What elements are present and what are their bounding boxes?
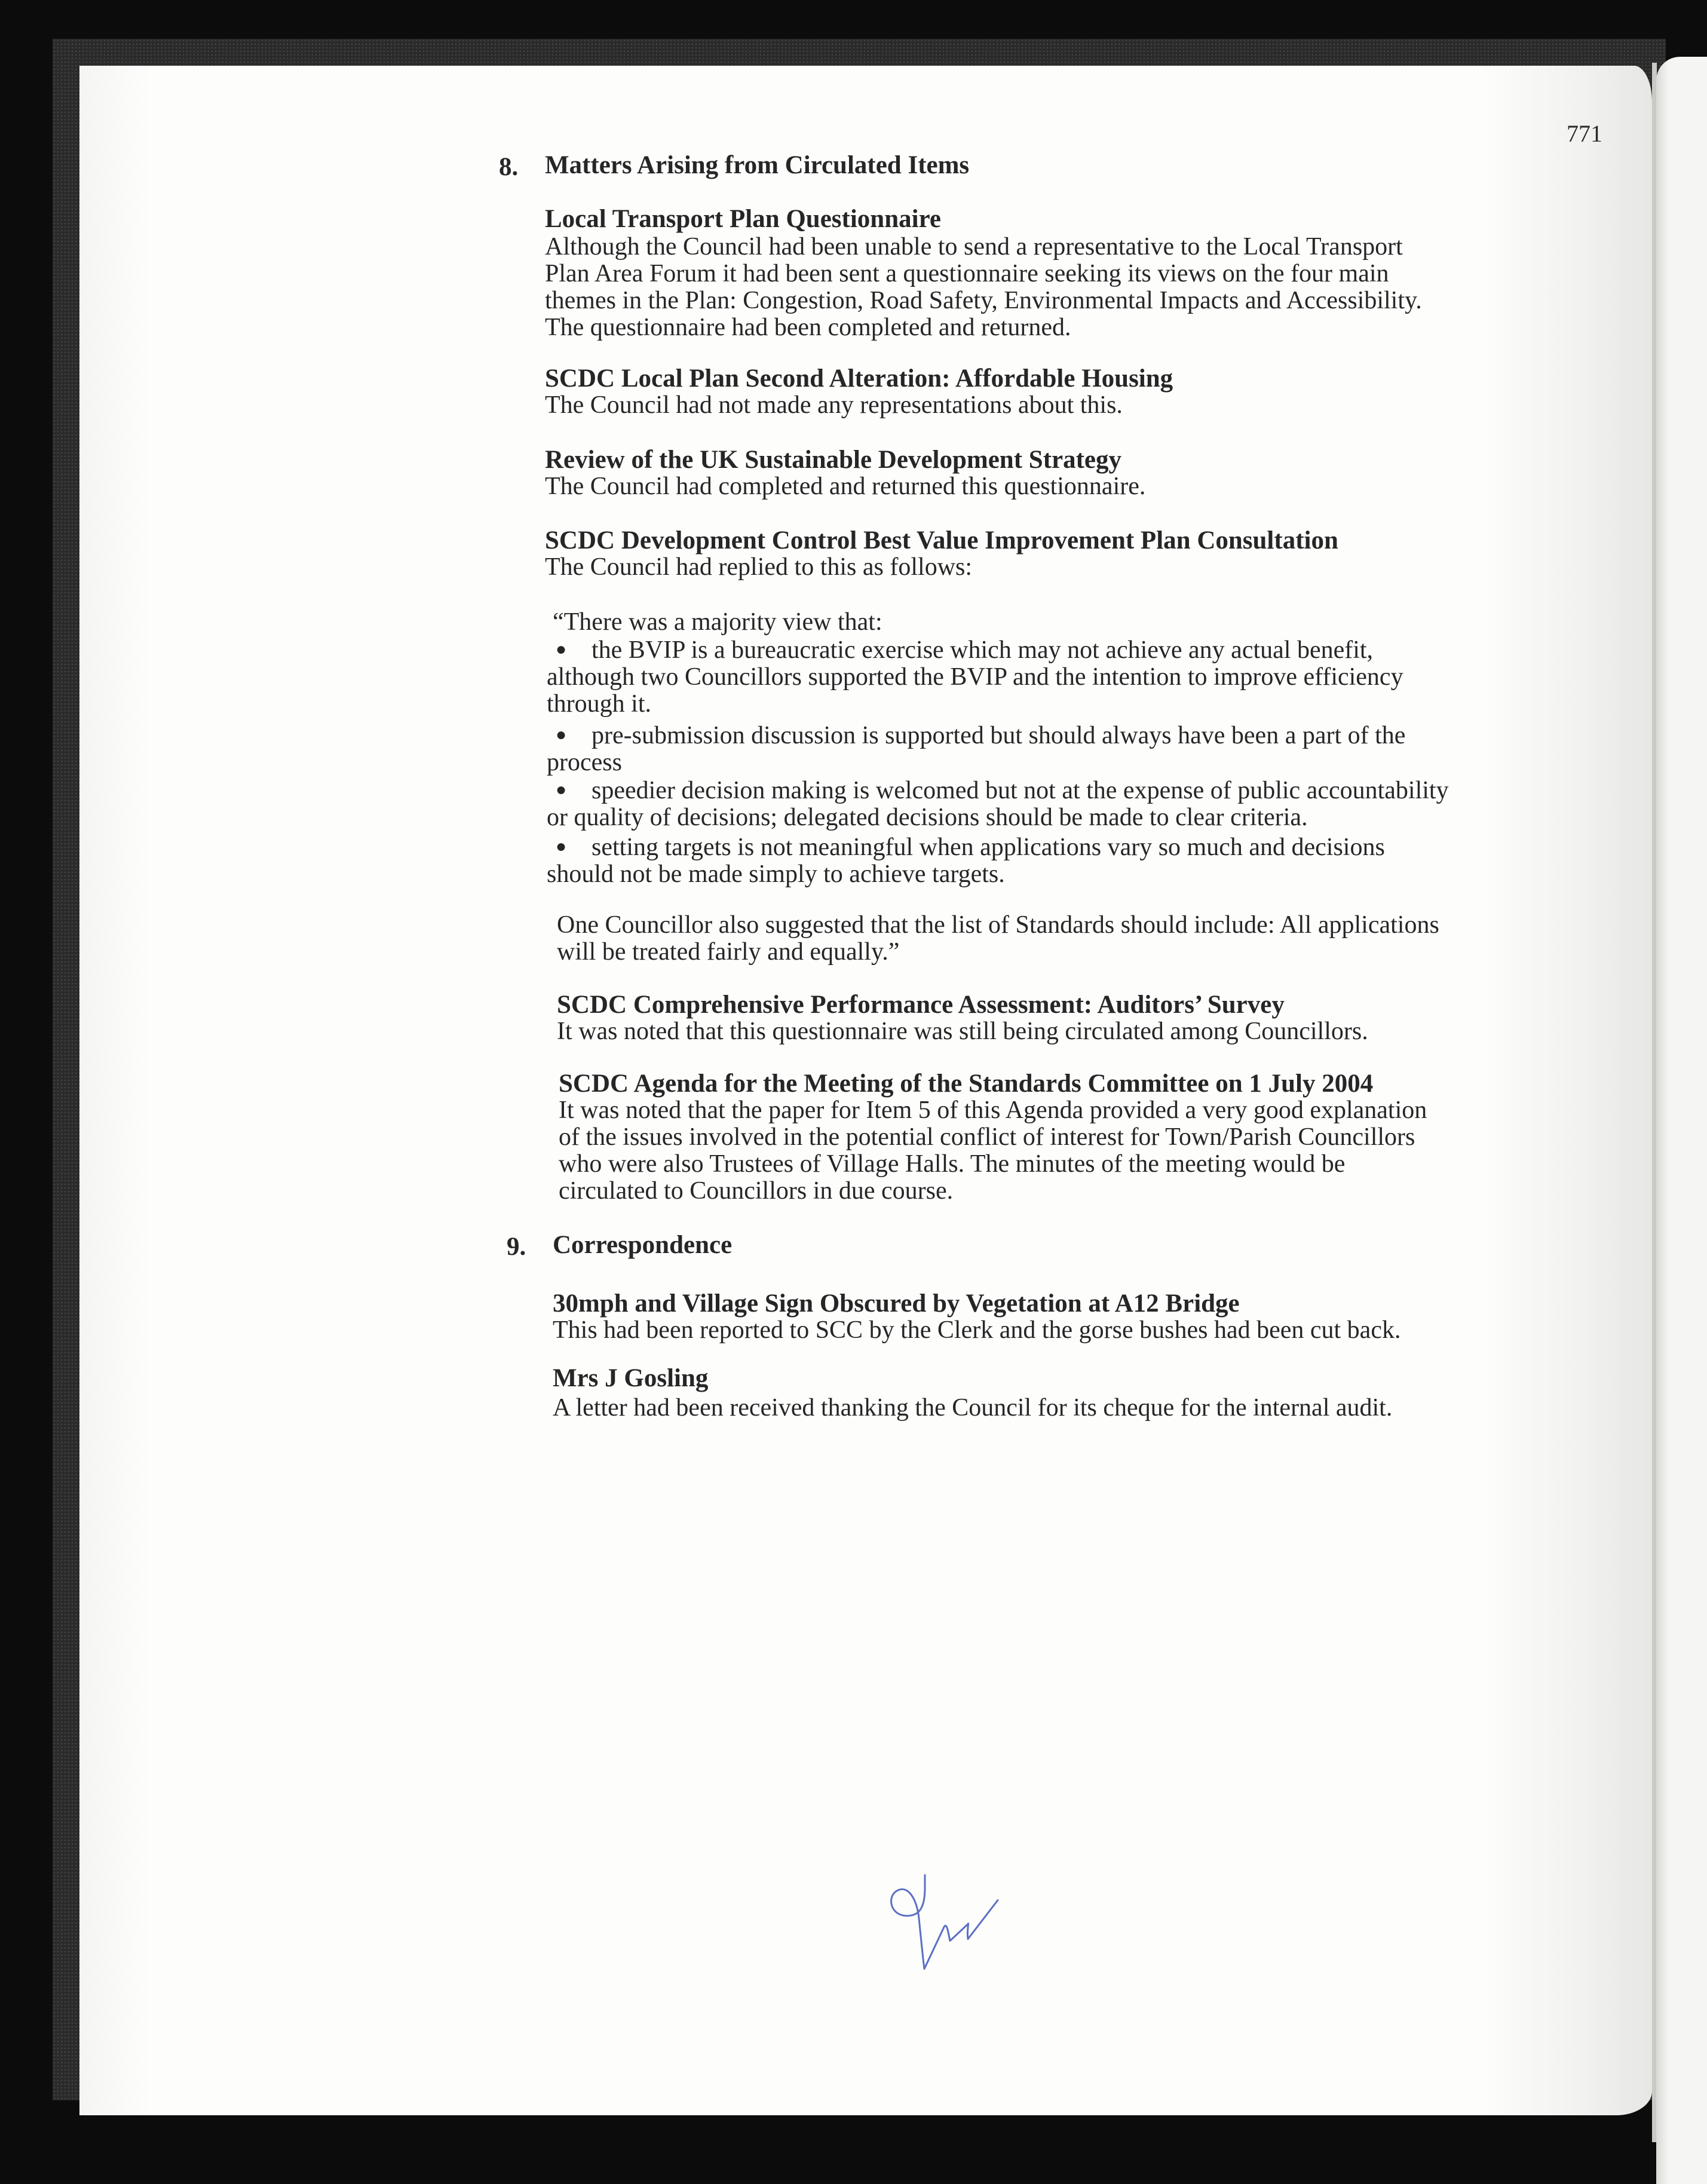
item-heading: SCDC Local Plan Second Alteration: Affordable Housing — [545, 364, 1173, 393]
bullet-icon: ● — [556, 639, 567, 659]
bullet-icon: ● — [556, 725, 567, 745]
bullet-line: setting targets is not meaningful when applications vary so much and decisions — [592, 834, 1385, 861]
bullet-icon: ● — [556, 837, 567, 856]
quote-intro: “There was a majority view that: — [553, 608, 882, 636]
section-number: 8. — [499, 153, 519, 181]
item-body-line: It was noted that this questionnaire was still being circulated among Councillors. — [557, 1018, 1368, 1045]
item-heading: SCDC Comprehensive Performance Assessment: Auditors’ Survey — [557, 991, 1285, 1019]
bullet-line: process — [547, 749, 622, 776]
item-body-line: The Council had completed and returned this questionnaire. — [545, 473, 1146, 500]
bullet-line: speedier decision making is welcomed but not at the expense of public accountability — [592, 777, 1449, 804]
item-body-line: The Council had not made any representations about this. — [545, 391, 1123, 419]
section-title: Correspondence — [553, 1231, 733, 1259]
item-body-line: Plan Area Forum it had been sent a questionnaire seeking its views on the four main — [545, 260, 1389, 287]
item-body-line: themes in the Plan: Congestion, Road Safety, Environmental Impacts and Accessibility. — [545, 287, 1422, 314]
item-body-line: A letter had been received thanking the Council for its cheque for the internal audit. — [553, 1394, 1393, 1422]
item-body-line: This had been reported to SCC by the Clerk and the gorse bushes had been cut back. — [553, 1316, 1401, 1344]
item-heading: Local Transport Plan Questionnaire — [545, 205, 941, 233]
item-heading: Review of the UK Sustainable Development Strategy — [545, 446, 1122, 474]
item-body-line: circulated to Councillors in due course. — [559, 1177, 954, 1205]
bullet-line: or quality of decisions; delegated decisions should be made to clear criteria. — [547, 804, 1308, 831]
bullet-icon: ● — [556, 780, 567, 800]
item-heading: Mrs J Gosling — [553, 1364, 709, 1392]
bullet-line: pre-submission discussion is supported but should always have been a part of the — [592, 722, 1406, 749]
bullet-line: although two Councillors supported the BVIP and the intention to improve efficiency — [547, 663, 1403, 691]
signature-stroke — [891, 1875, 998, 1969]
bullet-line: the BVIP is a bureaucratic exercise which may not achieve any actual benefit, — [592, 636, 1374, 664]
item-body-line: who were also Trustees of Village Halls. The minutes of the meeting would be — [559, 1150, 1346, 1178]
next-page-edge — [1656, 57, 1707, 2184]
item-heading: 30mph and Village Sign Obscured by Vegetation at A12 Bridge — [553, 1289, 1240, 1318]
item-body-line: The Council had replied to this as follows: — [545, 553, 973, 581]
section-title: Matters Arising from Circulated Items — [545, 151, 970, 179]
item-body-line: of the issues involved in the potential conflict of interest for Town/Parish Councillors — [559, 1123, 1415, 1151]
item-body-line: It was noted that the paper for Item 5 of this Agenda provided a very good explanation — [559, 1096, 1427, 1124]
item-body-line: Although the Council had been unable to send a representative to the Local Transport — [545, 233, 1403, 261]
signature — [878, 1864, 1010, 1984]
item-heading: SCDC Development Control Best Value Improvement Plan Consultation — [545, 526, 1338, 555]
section-number: 9. — [507, 1233, 526, 1261]
item-body-line: The questionnaire had been completed and returned. — [545, 314, 1071, 341]
quote-close-line: One Councillor also suggested that the list of Standards should include: All applications — [557, 911, 1439, 939]
bullet-line: should not be made simply to achieve targets. — [547, 860, 1005, 888]
quote-close-line: will be treated fairly and equally.” — [557, 938, 900, 966]
bullet-line: through it. — [547, 690, 651, 718]
item-heading: SCDC Agenda for the Meeting of the Standards Committee on 1 July 2004 — [559, 1070, 1374, 1098]
page-number: 771 — [1567, 120, 1602, 147]
